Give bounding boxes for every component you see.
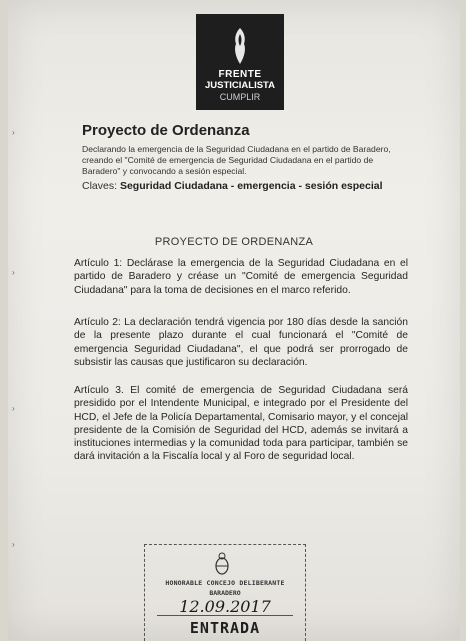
logo-line-2: JUSTICIALISTA (204, 80, 276, 91)
stamp-city: BARADERO (209, 589, 241, 597)
margin-mark: › (12, 128, 15, 137)
logo-line-3: CUMPLIR (219, 92, 261, 102)
article-3: Artículo 3. El comité de emergencia de Seguridad Ciudadana será presidido por el Intendente Municipal, e integrado por el Presidente del HCD, el Jefe de la Policía Departamental, Comisario mayor, y el concejal presidente de la Comisión de Seguridad del HCD, además se invitará a instituciones intermedias y la comunidad toda para participar, también se dará invitación a la Fiscalía local y al Foro de seguridad local. (74, 385, 408, 463)
stamp-entrada: ENTRADA (189, 619, 261, 637)
document-page (8, 0, 460, 640)
stamp-date: 12.09.2017 (179, 597, 271, 616)
emblem-icon (230, 26, 250, 66)
margin-mark: › (12, 540, 15, 549)
logo-line-1: FRENTE (218, 69, 262, 80)
coat-of-arms-icon (213, 551, 231, 575)
keywords-value: Seguridad Ciudadana - emergencia - sesión especial (119, 180, 383, 192)
article-2: Artículo 2: La declaración tendrá vigencia por 180 días desde la sanción de la presente plazo durante el cual funcionará el "Comité de emergencia Seguridad Ciudadana", el que podrá ser prorrogado de subsistir las causas que justificaron su declaración. (74, 317, 408, 368)
document-title: Proyecto de Ordenanza (82, 122, 250, 139)
section-heading: PROYECTO DE ORDENANZA (154, 236, 314, 248)
document-description: Declarando la emergencia de la Seguridad Ciudadana en el partido de Baradero, creando el "Comité de emergencia de Seguridad Ciudadana en el partido de Baradero" y convocando a sesión especial. (82, 144, 391, 177)
party-logo (196, 14, 284, 110)
date-underline (157, 615, 293, 616)
margin-mark: › (12, 404, 15, 413)
stamp-institution: HONORABLE CONCEJO DELIBERANTE (165, 579, 285, 587)
keywords-label: Claves: (82, 180, 118, 192)
keywords-line (82, 180, 383, 192)
article-1: Artículo 1: Declárase la emergencia de la Seguridad Ciudadana en el partido de Baradero y créase un "Comité de emergencia Seguridad Ciudadana" para la toma de decisiones en el marco referido. (74, 258, 408, 296)
margin-mark: › (12, 268, 15, 277)
entry-stamp (144, 544, 306, 641)
